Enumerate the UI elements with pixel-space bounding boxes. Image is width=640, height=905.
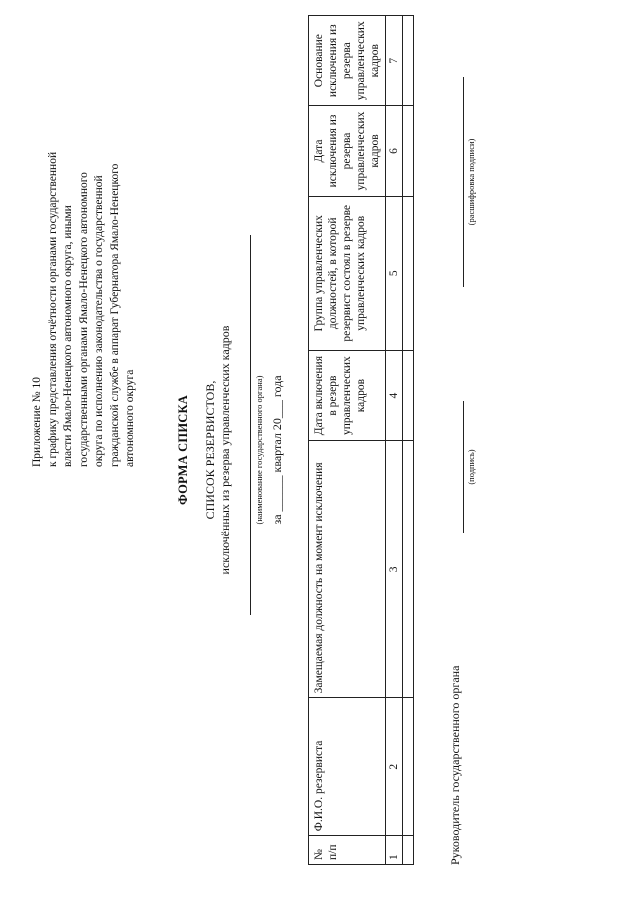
- table-cell: [403, 16, 414, 106]
- column-number: 5: [386, 196, 403, 350]
- signature-line: [463, 401, 464, 533]
- name-decode-caption: (расшифровка подписи): [466, 138, 476, 226]
- list-title: СПИСОК РЕЗЕРВИСТОВ,: [203, 380, 217, 520]
- table-cell: [403, 441, 414, 698]
- appendix-line: государственными органами Ямало-Ненецкого автономного: [77, 172, 90, 467]
- appendix-text: [46, 27, 139, 467]
- header-exclusion-date: Дата исключения из резерва управленческих кадров: [309, 106, 386, 196]
- list-subtitle: исключённых из резерва управленческих кадров: [218, 325, 232, 575]
- header-exclusion-reason: Основание исключения из резерва управленческих кадров: [309, 16, 386, 106]
- period-line: за ______ квартал 20___ года: [270, 375, 284, 525]
- column-number: 1: [386, 836, 403, 865]
- appendix-line: гражданской службе в аппарат Губернатора Ямало-Ненецкого: [108, 163, 121, 467]
- signature-caption: (подпись): [466, 449, 476, 485]
- table-cell: [403, 698, 414, 836]
- table-row: [403, 16, 414, 865]
- org-name-caption: (наименование государственного органа): [254, 375, 264, 525]
- reservists-table: [308, 15, 414, 865]
- column-number: 4: [386, 350, 403, 440]
- table-header-row: [309, 16, 386, 865]
- signature-label: Руководитель государственного органа: [448, 665, 462, 865]
- name-decode-line: [463, 77, 464, 287]
- appendix-line: автономного округа: [124, 369, 136, 467]
- appendix-line: к графику представления отчётности органами государственной: [46, 151, 59, 467]
- header-position-group: Группа управленческих должностей, в которой резервист состоял в резерве управленческих кадров: [309, 196, 386, 350]
- column-number: 3: [386, 441, 403, 698]
- appendix-title: Приложение № 10: [31, 377, 43, 467]
- column-number: 7: [386, 16, 403, 106]
- table-cell: [403, 106, 414, 196]
- header-number: № п/п: [309, 836, 386, 865]
- table-number-row: [386, 16, 403, 865]
- table-cell: [403, 196, 414, 350]
- org-name-line: [250, 235, 251, 615]
- header-fio: Ф.И.О. резервиста: [309, 698, 386, 836]
- rotated-form: [18, 15, 628, 885]
- header-inclusion-date: Дата включения в резерв управленческих кадров: [309, 350, 386, 440]
- column-number: 6: [386, 106, 403, 196]
- column-number: 2: [386, 698, 403, 836]
- appendix-block: [30, 27, 139, 467]
- table-cell: [403, 836, 414, 865]
- form-heading: ФОРМА СПИСКА: [176, 395, 190, 505]
- table-cell: [403, 350, 414, 440]
- appendix-line: округа по исполнению законодательства о государственной: [93, 175, 105, 467]
- appendix-line: власти Ямало-Ненецкого автономного округа, иными: [62, 205, 74, 467]
- header-position: Замещаемая должность на момент исключения: [309, 441, 386, 698]
